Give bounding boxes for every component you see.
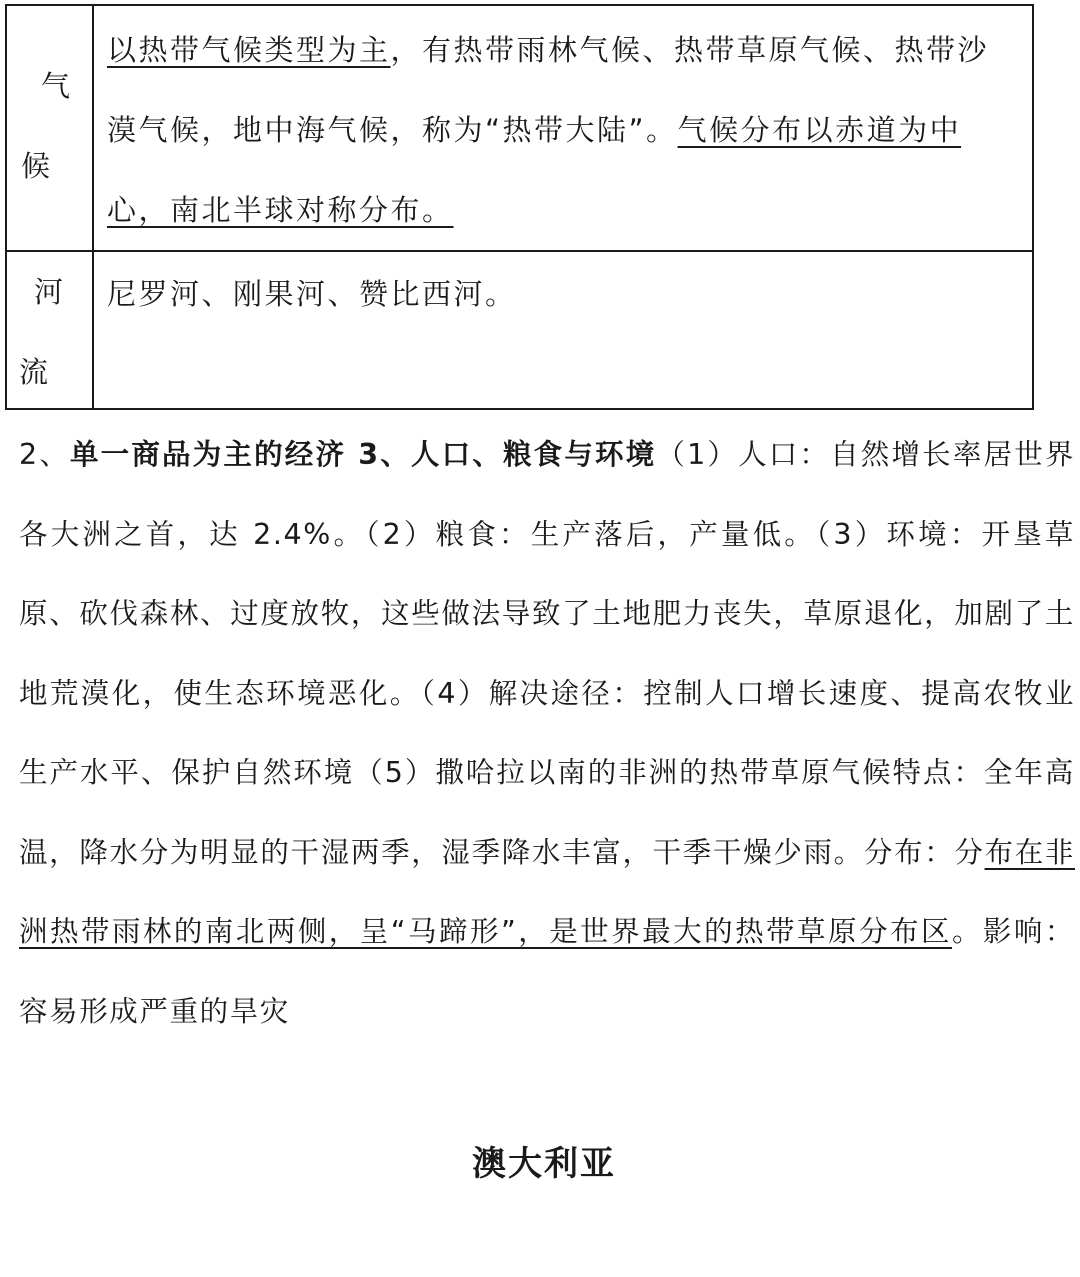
section-heading: 澳大利亚 xyxy=(472,1144,616,1184)
row-label-rivers xyxy=(6,251,93,409)
table-row-rivers xyxy=(6,251,1033,409)
label-char: 河 xyxy=(34,275,64,309)
row-content-climate xyxy=(93,5,1033,251)
africa-summary-table xyxy=(5,4,1034,410)
underlined-text: 布在非洲热带雨林的南北两侧，呈“马蹄形”，是世界最大的热带草原分布区 xyxy=(19,835,1075,948)
table-row-climate xyxy=(6,5,1033,251)
paragraph-number: 2、 xyxy=(19,438,70,471)
body-text: 。影响：容易形成严重的旱灾 xyxy=(19,915,1075,1028)
body-text: ，有热带雨林气候、热带草原气候、热带沙漠气候，地中海气候，称为“热带大陆”。 xyxy=(107,33,990,147)
row-content-rivers xyxy=(93,251,1033,409)
body-text: （1）人口：自然增长率居世界各大洲之首，达 2.4%。（2）粮食：生产落后，产量低。（3）环境：开垦草原、砍伐森林、过度放牧，这些做法导致了土地肥力丧失，草原退化，加剧了土地荒漠化，使生态环境恶化。（4）解决途径：控制人口增长速度、提高农牧业生产水平、保护自然环境（5）撒哈拉以南的非洲的热带草原气候特点：全年高温，降水分为明显的干湿两季，湿季降水丰富，干季干燥少雨。分布：分 xyxy=(19,438,1075,869)
underlined-text: 以热带气候类型为主 xyxy=(107,33,391,67)
body-text: 尼罗河、刚果河、赞比西河。 xyxy=(107,277,517,311)
bold-heading-text: 单一商品为主的经济 3、人口、粮食与环境 xyxy=(70,438,657,471)
body-paragraph xyxy=(19,415,1075,1051)
label-char: 气 xyxy=(41,69,71,103)
label-char: 候 xyxy=(21,149,51,183)
row-label-climate xyxy=(6,5,93,251)
underlined-text: 气候分布以赤道为中心，南北半球对称分布。 xyxy=(107,113,962,227)
label-char: 流 xyxy=(19,355,49,389)
